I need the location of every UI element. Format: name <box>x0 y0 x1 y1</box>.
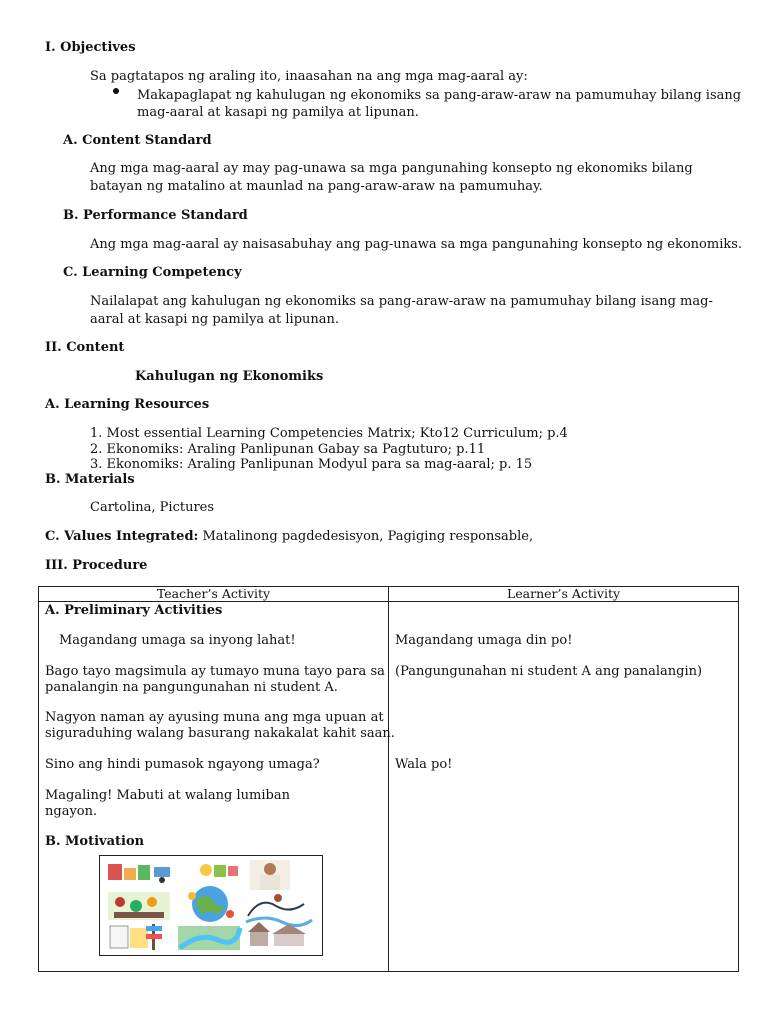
learning-competency-line-1: Nailalapat ang kahulugan ng ekonomiks sa pang-araw-araw na pamumuhay bilang isang mag- <box>90 294 713 309</box>
teacher-arrange-line-2: siguraduhing walang basurang nakakalat kahit saan. <box>45 726 395 741</box>
teacher-attendance: Sino ang hindi pumasok ngayong umaga? <box>45 757 320 772</box>
preliminary-heading: A. Preliminary Activities <box>45 603 223 618</box>
motivation-picture-collage <box>99 855 323 956</box>
performance-standard-line-1: Ang mga mag-aaral ay naisasabuhay ang pag-unawa sa mga pangunahing konsepto ng ekonomiks. <box>90 237 743 252</box>
content-heading: II. Content <box>45 340 125 355</box>
content-topic: Kahulugan ng Ekonomiks <box>135 369 324 384</box>
values-text: Matalinong pagdedesisyon, Pagiging responsable, <box>198 529 534 544</box>
objective-line-1: Makapaglapat ng kahulugan ng ekonomiks sa pang-araw-araw na pamumuhay bilang isang <box>137 88 742 103</box>
content-standard-heading: A. Content Standard <box>63 133 212 148</box>
teacher-arrange-line-1: Nagyon naman ay ayusing muna ang mga upuan at <box>45 710 384 725</box>
teacher-praise-line-2: ngayon. <box>45 804 98 819</box>
content-standard-line-1: Ang mga mag-aaral ay may pag-unawa sa mga pangunahing konsepto ng ekonomiks bilang <box>90 161 693 176</box>
resource-item: 2. Ekonomiks: Araling Panlipunan Gabay sa Pagtuturo; p.11 <box>90 442 486 457</box>
resource-item: 3. Ekonomiks: Araling Panlipunan Modyul para sa mag-aaral; p. 15 <box>90 457 533 472</box>
learner-greeting-reply: Magandang umaga din po! <box>395 633 573 648</box>
materials-heading: B. Materials <box>45 472 135 487</box>
values-line <box>45 528 533 545</box>
collage-illustration <box>100 856 322 955</box>
materials-text: Cartolina, Pictures <box>90 500 215 515</box>
objectives-intro: Sa pagtatapos ng araling ito, inaasahan na ang mga mag-aaral ay: <box>90 69 528 84</box>
teacher-activity-header: Teacher’s Activity <box>39 587 389 602</box>
learner-activity-header: Learner’s Activity <box>389 587 739 602</box>
objectives-heading: I. Objectives <box>45 40 136 55</box>
learner-prayer-reply: (Pangungunahan ni student A ang panalangin) <box>395 664 703 679</box>
teacher-prayer-line-1: Bago tayo magsimula ay tumayo muna tayo para sa <box>45 664 385 679</box>
learner-activity-cell <box>389 602 739 972</box>
bullet-icon <box>113 88 119 94</box>
motivation-heading: B. Motivation <box>45 834 145 849</box>
values-heading: C. Values Integrated: <box>45 529 199 544</box>
teacher-greeting: Magandang umaga sa inyong lahat! <box>59 633 296 648</box>
teacher-prayer-line-2: panalangin na pangungunahan ni student A. <box>45 680 338 695</box>
learning-resources-heading: A. Learning Resources <box>45 397 210 412</box>
teacher-praise-line-1: Magaling! Mabuti at walang lumiban <box>45 788 290 803</box>
learning-competency-line-2: aaral at kasapi ng pamilya at lipunan. <box>90 312 340 327</box>
learner-attendance-reply: Wala po! <box>395 757 453 772</box>
content-standard-line-2: batayan ng matalino at maunlad na pang-araw-araw na pamumuhay. <box>90 179 543 194</box>
procedure-table <box>38 586 739 972</box>
performance-standard-heading: B. Performance Standard <box>63 208 248 223</box>
objective-line-2: mag-aaral at kasapi ng pamilya at lipunan. <box>137 105 419 120</box>
resource-item: 1. Most essential Learning Competencies Matrix; Kto12 Curriculum; p.4 <box>90 426 568 441</box>
procedure-heading: III. Procedure <box>45 558 148 573</box>
teacher-activity-cell <box>39 602 395 972</box>
learning-competency-heading: C. Learning Competency <box>63 265 242 280</box>
